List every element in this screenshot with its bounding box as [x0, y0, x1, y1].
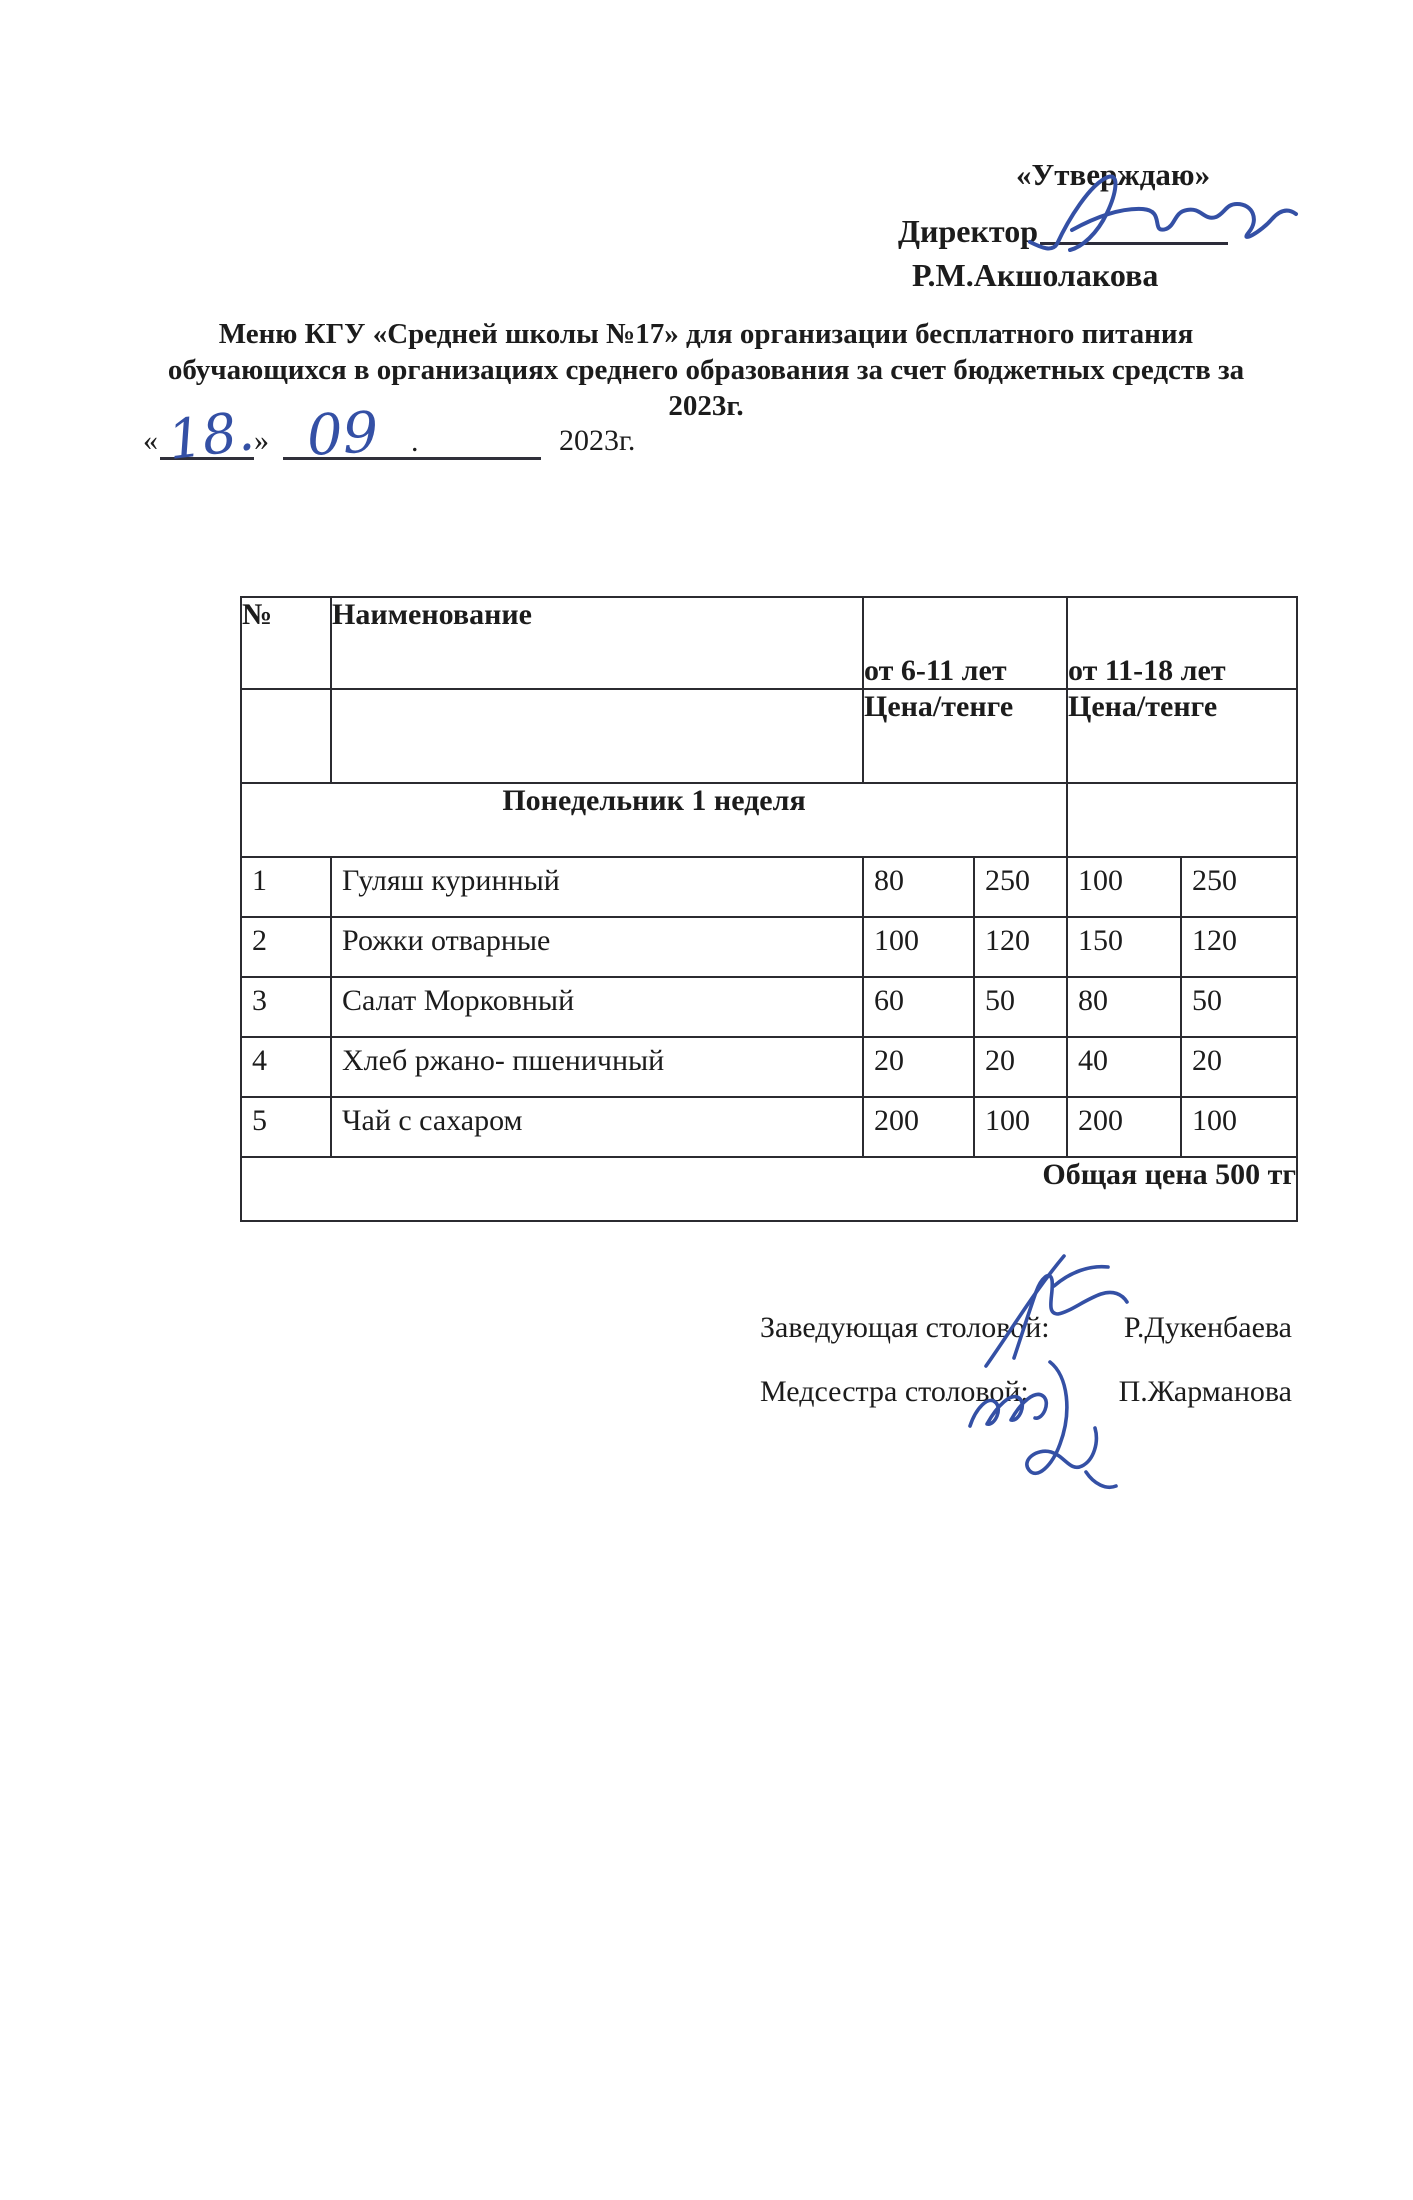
cell-number: 3 [241, 977, 331, 1037]
cell-dish-name: Рожки отварные [331, 917, 863, 977]
header-price-6-11: Цена/тенге [863, 689, 1067, 783]
canteen-manager-name: Р.Дукенбаева [1123, 1311, 1292, 1344]
cell-6-11-portion: 60 [863, 977, 974, 1037]
cell-11-18-price: 50 [1181, 977, 1297, 1037]
title-line-3: 2023г. [668, 390, 744, 422]
table-header-row-price [241, 689, 1297, 783]
menu-row [241, 1097, 1297, 1157]
cell-6-11-price: 100 [974, 1097, 1067, 1157]
director-role-label: Директор [898, 213, 1038, 249]
menu-table [240, 596, 1298, 1222]
cell-6-11-portion: 100 [863, 917, 974, 977]
handwritten-month: 09 [305, 400, 380, 469]
header-empty-number [241, 689, 331, 783]
open-quote: « [143, 424, 158, 457]
title-line-1: Меню КГУ «Средней школы №17» для организации бесплатного питания [218, 318, 1194, 350]
cell-6-11-price: 20 [974, 1037, 1067, 1097]
cell-11-18-price: 120 [1181, 917, 1297, 977]
cell-number: 1 [241, 857, 331, 917]
menu-row [241, 1037, 1297, 1097]
cell-dish-name: Чай с сахаром [331, 1097, 863, 1157]
cell-6-11-price: 50 [974, 977, 1067, 1037]
canteen-manager-signature-icon [972, 1250, 1147, 1370]
header-number: № [241, 597, 331, 689]
section-title: Понедельник 1 неделя [241, 783, 1067, 857]
cell-6-11-portion: 200 [863, 1097, 974, 1157]
total-price-label: Общая цена 500 тг [241, 1157, 1297, 1221]
cell-11-18-portion: 100 [1067, 857, 1181, 917]
nurse-label: Медсестра столовой: [760, 1375, 1029, 1408]
section-row [241, 783, 1297, 857]
cell-11-18-price: 100 [1181, 1097, 1297, 1157]
menu-row [241, 917, 1297, 977]
close-quote: » [254, 424, 269, 457]
date-line [143, 399, 636, 472]
cell-number: 4 [241, 1037, 331, 1097]
cell-11-18-price: 20 [1181, 1037, 1297, 1097]
menu-row [241, 977, 1297, 1037]
title-line-2: обучающихся в организациях среднего образования за счет бюджетных средств за [167, 354, 1245, 386]
cell-11-18-portion: 40 [1067, 1037, 1181, 1097]
cell-number: 5 [241, 1097, 331, 1157]
director-signature-icon [1024, 168, 1324, 268]
approval-stamp: «Утверждаю» [1016, 157, 1211, 192]
menu-table-body [241, 783, 1297, 1157]
header-name: Наименование [331, 597, 863, 689]
handwritten-day: 18. [164, 399, 258, 472]
cell-11-18-portion: 200 [1067, 1097, 1181, 1157]
cell-6-11-portion: 80 [863, 857, 974, 917]
header-age-11-18: от 11-18 лет [1067, 597, 1297, 689]
header-empty-name [331, 689, 863, 783]
director-signature-line [1040, 200, 1228, 245]
canteen-manager-label: Заведующая столовой: [760, 1311, 1050, 1344]
cell-6-11-price: 120 [974, 917, 1067, 977]
cell-6-11-portion: 20 [863, 1037, 974, 1097]
nurse-name: П.Жарманова [1118, 1375, 1292, 1408]
cell-11-18-portion: 80 [1067, 977, 1181, 1037]
month-blank-line [283, 400, 541, 469]
nurse-signature-icon [964, 1354, 1129, 1499]
approval-block [898, 158, 1300, 293]
total-row [241, 1157, 1297, 1221]
cell-11-18-portion: 150 [1067, 917, 1181, 977]
cell-dish-name: Хлеб ржано- пшеничный [331, 1037, 863, 1097]
director-name: Р.М.Акшолакова [912, 257, 1159, 293]
menu-row [241, 857, 1297, 917]
director-line [898, 200, 1300, 249]
day-blank-line [160, 399, 258, 472]
year-label: 2023г. [559, 424, 636, 457]
header-age-6-11: от 6-11 лет [863, 597, 1067, 689]
date-separator-dot: . [411, 425, 419, 458]
cell-11-18-price: 250 [1181, 857, 1297, 917]
cell-dish-name: Гуляш куринный [331, 857, 863, 917]
header-price-11-18: Цена/тенге [1067, 689, 1297, 783]
cell-6-11-price: 250 [974, 857, 1067, 917]
cell-dish-name: Салат Морковный [331, 977, 863, 1037]
signatures-block [760, 1296, 1292, 1424]
cell-number: 2 [241, 917, 331, 977]
section-empty-cell [1067, 783, 1297, 857]
table-header-row-ages [241, 597, 1297, 689]
